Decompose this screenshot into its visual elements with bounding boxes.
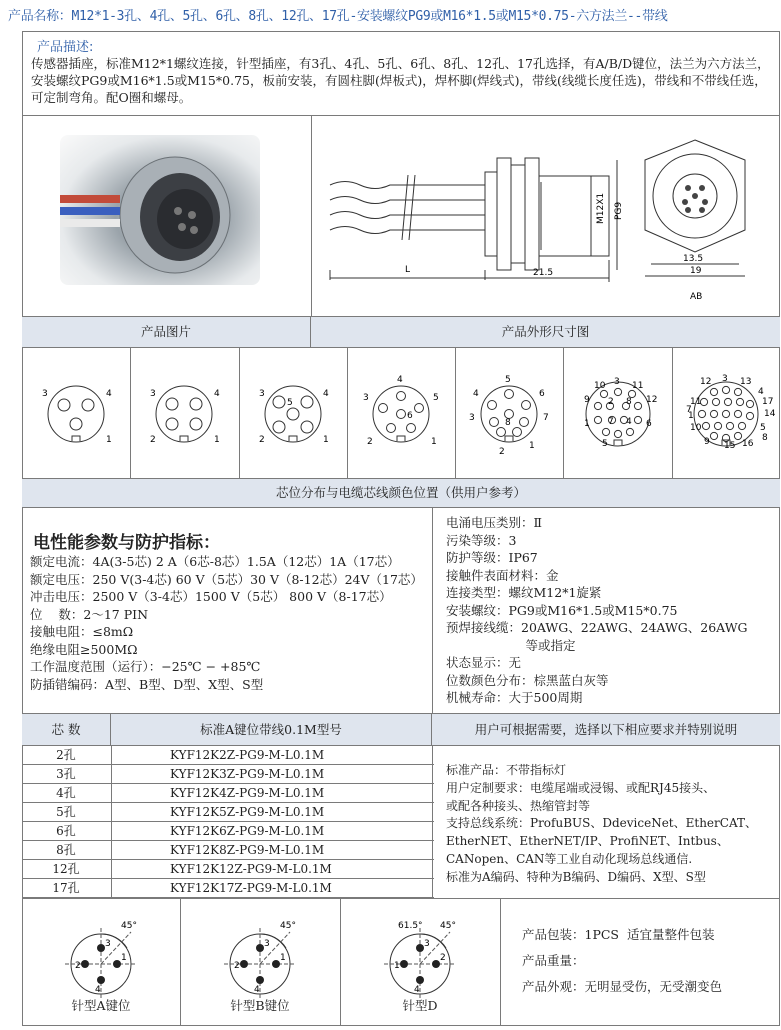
row-model: KYF12K2Z-PG9-M-L0.1M xyxy=(170,748,325,762)
pin-number-label: 5 xyxy=(433,393,439,403)
pin-diagram-2 xyxy=(134,364,234,464)
req-line: 支持总线系统：ProfuBUS、DdeviceNet、EtherCAT、 xyxy=(446,816,757,831)
pin-number-label: 1 xyxy=(214,435,221,445)
elec-line: 接触件表面材料：金 xyxy=(446,567,559,583)
row-model: KYF12K6Z-PG9-M-L0.1M xyxy=(170,824,325,838)
pin-number-label: 2 xyxy=(258,435,265,445)
req-line: CANopen、CAN等工业自动化现场总线通信. xyxy=(446,851,693,866)
pin-number-label: 12 xyxy=(699,377,712,387)
elec-line: 位 数：2～17 PIN xyxy=(30,606,149,622)
row-count: 4孔 xyxy=(56,786,76,800)
pin-number-label: 3 xyxy=(363,393,369,403)
dim-21-5: 21.5 xyxy=(533,268,554,278)
requirements-header: 用户可根据需要，选择以下相应要求并特别说明 xyxy=(432,713,780,746)
packaging-list xyxy=(522,922,772,1000)
pin-diagram-5 xyxy=(459,364,559,464)
row-count: 17孔 xyxy=(52,881,80,895)
dimension-drawing xyxy=(315,120,775,310)
drawing-note: AB xyxy=(690,292,703,302)
pin-diagram-3 xyxy=(243,364,343,464)
pin-number-label: 1 xyxy=(583,419,590,429)
electrical-title: 电性能参数与防护指标： xyxy=(33,533,220,553)
keying-pin-number: 2 xyxy=(75,961,81,971)
pin-number-label: 1 xyxy=(322,435,329,445)
pin-number-label: 16 xyxy=(741,439,754,449)
pin-diagram-1 xyxy=(26,364,126,464)
keying-angle: 45° xyxy=(121,921,137,931)
pin-number-label: 4 xyxy=(106,389,112,399)
keying-diagram-2 xyxy=(190,902,330,1002)
keying-pin-number: 4 xyxy=(254,985,260,995)
pin-number-label: 1 xyxy=(431,437,437,447)
pin-number-label: 8 xyxy=(625,397,632,407)
keying-angle-2: 61.5° xyxy=(398,921,423,931)
pin-number-label: 3 xyxy=(258,389,265,399)
keying-diagram-3 xyxy=(350,902,490,1002)
connector-photo-illustration xyxy=(60,135,260,285)
keying-pin-number: 4 xyxy=(414,985,420,995)
description-label: 产品描述: xyxy=(37,40,94,55)
elec-line: 位数颜色分布：棕黑蓝白灰等 xyxy=(446,672,609,688)
pin-number-label: 3 xyxy=(613,377,620,387)
table-row xyxy=(22,822,434,841)
keying-caption: 针型B键位 xyxy=(230,998,290,1013)
elec-line: 安装螺纹：PG9或M16*1.5或M15*0.75 xyxy=(446,602,678,618)
keying-pin-number: 1 xyxy=(280,953,286,963)
pin-number-label: 2 xyxy=(150,435,157,445)
elec-line: 预焊接线缆：20AWG、22AWG、24AWG、26AWG xyxy=(446,620,748,635)
keying-diagram-1 xyxy=(31,902,171,1002)
req-line: 用户定制要求：电缆尾端或浸锡、或配RJ45接头、 xyxy=(446,780,716,795)
pin-number-label: 6 xyxy=(539,389,546,399)
pin-number-label: 13 xyxy=(739,377,752,387)
pin-number-label: 12 xyxy=(645,395,658,405)
table-row xyxy=(22,784,434,803)
pin-number-label: 2 xyxy=(367,437,373,447)
pin-number-label: 2 xyxy=(607,397,614,407)
keying-pin-number: 3 xyxy=(264,939,270,949)
pin-diagram-7 xyxy=(676,364,776,464)
elec-line: 连接类型：螺纹M12*1旋紧 xyxy=(446,585,602,600)
elec-line: 等或指定 xyxy=(446,637,576,653)
keying-angle: 45° xyxy=(280,921,296,931)
pin-number-label: 11 xyxy=(689,397,702,407)
row-count: 2孔 xyxy=(56,748,76,762)
elec-line: 污染等级：3 xyxy=(446,532,517,548)
elec-line: 防插错编码：A型、B型、D型、X型、S型 xyxy=(30,676,264,692)
row-model: KYF12K5Z-PG9-M-L0.1M xyxy=(170,805,325,819)
elec-line: 额定电流：4A(3-5芯) 2 A（6芯-8芯）1.5A（12芯）1A（17芯） xyxy=(30,554,400,569)
pin-number-label: 4 xyxy=(322,389,329,399)
pin-number-label: 14 xyxy=(763,409,776,419)
elec-line: 工作温度范围（运行）：−25℃ − +85℃ xyxy=(30,659,261,674)
elec-line: 防护等级：IP67 xyxy=(446,550,538,565)
pin-number-label: 5 xyxy=(601,439,608,449)
caption-drawing: 产品外形尺寸图 xyxy=(311,316,780,348)
description-box xyxy=(22,31,780,116)
pin-number-label: 4 xyxy=(214,389,221,399)
row-model: KYF12K12Z-PG9-M-L0.1M xyxy=(170,862,332,876)
keying-pin-number: 1 xyxy=(394,961,400,971)
dim-13-5: 13.5 xyxy=(683,254,704,264)
row-count: 6孔 xyxy=(56,824,76,838)
elec-line: 绝缘电阻≥500MΩ xyxy=(30,641,138,657)
table-row xyxy=(22,841,434,860)
keying-caption: 针型A键位 xyxy=(71,998,131,1013)
pin-number-label: 5 xyxy=(505,375,512,385)
keying-pin-number: 3 xyxy=(105,939,111,949)
pin-diagram-6 xyxy=(568,364,668,464)
row-model: KYF12K3Z-PG9-M-L0.1M xyxy=(170,767,325,781)
pin-number-label: 8 xyxy=(505,418,512,428)
req-line: 标准为A编码、特种为B编码、D编码、X型、S型 xyxy=(446,869,706,884)
pin-number-label: 6 xyxy=(407,411,413,421)
dim-L: L xyxy=(405,265,411,275)
pin-number-label: 7 xyxy=(607,417,614,427)
electrical-right-list xyxy=(446,514,776,707)
pin-number-label: 9 xyxy=(703,437,710,447)
pin-number-label: 3 xyxy=(469,413,476,423)
caption-pins: 芯位分布与电缆芯线颜色位置（供用户参考） xyxy=(22,478,780,508)
pin-number-label: 10 xyxy=(689,423,702,433)
table-row xyxy=(22,746,434,765)
row-count: 8孔 xyxy=(56,843,76,857)
description-text: 传感器插座，标准M12*1螺纹连接，针型插座，有3孔、4孔、5孔、6孔、8孔、12孔、17孔选择，有A/B/D键位，法兰为六方法兰，安装螺纹PG9或M16*1.5或M15*0.75，板前安装，有圆柱脚(焊板式)，焊杯脚(焊线式)，带线(线缆长度任选)，带线和不带线任选，可定制弯角。配O圈和螺母。 xyxy=(31,56,770,105)
pin-number-label: 3 xyxy=(42,389,48,399)
pin-number-label: 10 xyxy=(593,381,606,391)
keying-pin-number: 3 xyxy=(424,939,430,949)
pin-number-label: 3 xyxy=(721,374,728,384)
req-line: 或配各种接头、热缩管封等 xyxy=(446,798,591,813)
row-model: KYF12K4Z-PG9-M-L0.1M xyxy=(170,786,325,800)
pin-number-label: 4 xyxy=(473,389,480,399)
pin-number-label: 8 xyxy=(761,433,768,443)
pin-number-label: 3 xyxy=(150,389,157,399)
elec-line: 机械寿命：大于500周期 xyxy=(446,690,583,705)
pin-number-label: 7 xyxy=(685,405,692,415)
keying-caption: 针型D xyxy=(402,998,438,1013)
keying-pin-number: 1 xyxy=(121,953,127,963)
pin-number-label: 7 xyxy=(543,413,550,423)
packaging-line: 产品包装：1PCS 适宜量整件包装 xyxy=(522,927,715,942)
pin-number-label: 4 xyxy=(397,375,403,385)
keying-pin-number: 2 xyxy=(234,961,240,971)
elec-line: 接触电阻：≤8mΩ xyxy=(30,624,134,639)
elec-line: 冲击电压：2500 V（3-4芯）1500 V（5芯） 800 V（8-17芯） xyxy=(30,589,392,604)
elec-line: 状态显示：无 xyxy=(446,655,522,670)
pin-number-label: 6 xyxy=(645,419,652,429)
req-line: EtherNET、EtherNET/IP、ProfiNET、Intbus、 xyxy=(446,834,729,849)
pin-number-label: 17 xyxy=(761,397,774,407)
pin-number-label: 9 xyxy=(583,395,590,405)
caption-photo: 产品图片 xyxy=(22,316,311,348)
table-row xyxy=(22,860,434,879)
row-model: KYF12K17Z-PG9-M-L0.1M xyxy=(170,881,332,895)
dim-m12: M12X1 xyxy=(596,192,606,224)
table-row xyxy=(22,765,434,784)
pin-diagram-4 xyxy=(351,364,451,464)
page-title: 产品名称：M12*1-3孔、4孔、5孔、6孔、8孔、12孔、17孔-安装螺纹PG9或M16*1.5或M15*0.75-六方法兰--带线 xyxy=(8,9,668,24)
electrical-left-list xyxy=(30,553,430,693)
pin-number-label: 1 xyxy=(687,411,694,421)
row-count: 5孔 xyxy=(56,805,76,819)
row-count: 3孔 xyxy=(56,767,76,781)
req-line: 标准产品：不带指标灯 xyxy=(446,763,567,777)
dim-pg9: PG9 xyxy=(614,201,624,220)
keying-angle: 45° xyxy=(440,921,456,931)
dim-19: 19 xyxy=(690,266,702,276)
table-header-count: 芯 数 xyxy=(22,713,111,746)
product-photo xyxy=(60,135,260,285)
elec-line: 电涌电压类别：Ⅱ xyxy=(446,515,542,530)
pin-number-label: 4 xyxy=(625,417,632,427)
pin-number-label: 5 xyxy=(759,423,766,433)
pin-number-label: 5 xyxy=(286,398,293,408)
pin-number-label: 11 xyxy=(631,381,644,391)
pin-number-label: 1 xyxy=(106,435,112,445)
pin-number-label: 2 xyxy=(499,447,506,457)
requirements-list xyxy=(446,762,776,887)
pin-number-label: 15 xyxy=(723,441,736,451)
packaging-line: 产品外观：无明显受伤，无受潮变色 xyxy=(522,979,723,994)
pin-number-label: 4 xyxy=(757,387,764,397)
keying-pin-number: 2 xyxy=(440,953,446,963)
table-header-model: 标准A键位带线0.1M型号 xyxy=(111,713,432,746)
table-row xyxy=(22,803,434,822)
packaging-line: 产品重量： xyxy=(522,953,585,968)
pin-number-label: 1 xyxy=(529,441,536,451)
elec-line: 额定电压：250 V(3-4芯) 60 V（5芯）30 V（8-12芯）24V（17芯） xyxy=(30,571,423,587)
keying-pin-number: 4 xyxy=(95,985,101,995)
row-count: 12孔 xyxy=(52,862,80,876)
row-model: KYF12K8Z-PG9-M-L0.1M xyxy=(170,843,325,857)
table-row xyxy=(22,879,434,898)
